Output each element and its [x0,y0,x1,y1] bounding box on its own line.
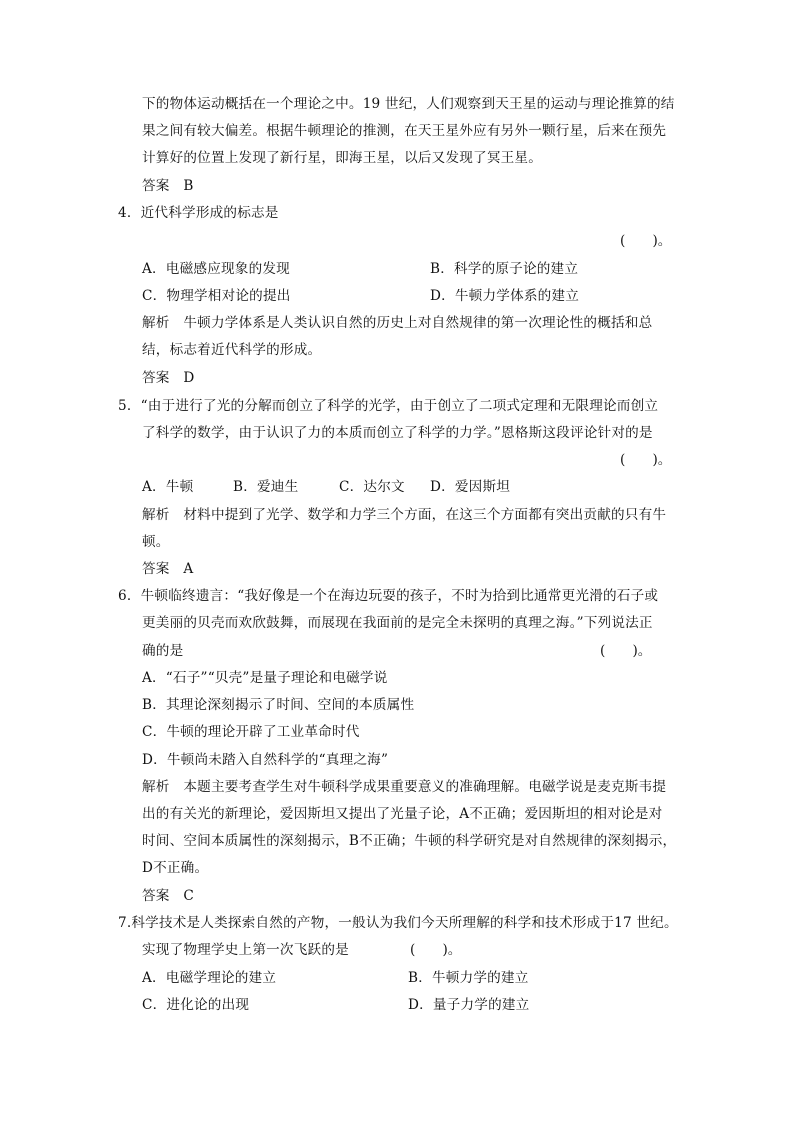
q6-analysis-line-1: 解析 本题主要考查学生对牛顿科学成果重要意义的准确理解。电磁学说是麦克斯韦提 [142,779,667,795]
q7-bracket: ( )。 [410,942,462,958]
q6-analysis-line-3: 时间、空间本质属性的深刻揭示，B不正确；牛顿的科学研究是对自然规律的深刻揭示， [142,833,677,849]
q4-stem: 4．近代科学形成的标志是 [118,205,279,221]
q4-option-d: D．牛顿力学体系的建立 [430,288,580,304]
q6-option-c: C．牛顿的理论开辟了工业革命时代 [142,724,360,740]
q6-bracket: ( )。 [600,643,652,659]
q5-analysis-line-1: 解析 材料中提到了光学、数学和力学三个方面，在这三个方面都有突出贡献的只有牛 [142,507,667,523]
q6-stem-line-3: 确的是 [142,643,184,659]
q5-option-c: C．达尔文 [339,479,405,495]
q5-option-a: A．牛顿 [142,479,194,495]
q6-analysis-line-4: D不正确。 [142,860,209,876]
q7-stem-line-2: 实现了物理学史上第一次飞跃的是 [142,942,349,958]
q5-answer: 答案 A [142,561,194,577]
q6-option-b: B．其理论深刻揭示了时间、空间的本质属性 [142,697,415,713]
intro-line-1: 下的物体运动概括在一个理论之中。19 世纪，人们观察到天王星的运动与理论推算的结 [142,96,675,112]
q4-option-a: A．电磁感应现象的发现 [142,261,290,277]
q6-option-d: D．牛顿尚未踏入自然科学的“真理之海” [142,752,389,768]
q4-analysis-line-2: 结，标志着近代科学的形成。 [142,342,322,358]
q4-analysis-line-1: 解析 牛顿力学体系是人类认识自然的历史上对自然规律的第一次理论性的概括和总 [142,315,653,331]
q7-option-c: C．进化论的出现 [142,997,250,1013]
intro-line-2: 果之间有较大偏差。根据牛顿理论的推测，在天王星外应有另外一颗行星，后来在预先 [142,123,667,139]
q5-option-d: D．爱因斯坦 [430,479,511,495]
q6-option-a: A．“石子”“贝壳”是量子理论和电磁学说 [142,670,388,686]
intro-line-3: 计算好的位置上发现了新行星，即海王星，以后又发现了冥王星。 [142,150,543,166]
q5-stem-line-1: 5．“由于进行了光的分解而创立了科学的光学，由于创立了二项式定理和无限理论而创立 [118,398,659,414]
q7-option-d: D．量子力学的建立 [408,997,530,1013]
q6-answer: 答案 C [142,888,194,904]
q7-stem-line-1: 7.科学技术是人类探索自然的产物，一般认为我们今天所理解的科学和技术形成于17 世纪。 [118,915,678,931]
q6-analysis-line-2: 出的有关光的新理论，爱因斯坦又提出了光量子论，A不正确；爱因斯坦的相对论是对 [142,806,663,822]
q4-answer: 答案 D [142,370,195,386]
q5-option-b: B．爱迪生 [233,479,299,495]
q5-analysis-line-2: 顿。 [142,534,170,550]
q5-stem-line-2: 了科学的数学，由于认识了力的本质而创立了科学的力学。”恩格斯这段评论针对的是 [142,425,653,441]
q4-option-c: C．物理学相对论的提出 [142,288,291,304]
q5-bracket: ( )。 [620,452,672,468]
q4-option-b: B．科学的原子论的建立 [430,261,579,277]
q7-option-a: A．电磁学理论的建立 [142,970,277,986]
q6-stem-line-1: 6．牛顿临终遗言：“我好像是一个在海边玩耍的孩子，不时为拾到比通常更光滑的石子或 [118,588,659,604]
q7-option-b: B．牛顿力学的建立 [408,970,529,986]
intro-answer: 答案 B [142,178,194,194]
q6-stem-line-2: 更美丽的贝壳而欢欣鼓舞，而展现在我面前的是完全未探明的真理之海。”下列说法正 [142,615,653,631]
q4-bracket: ( )。 [620,233,672,249]
